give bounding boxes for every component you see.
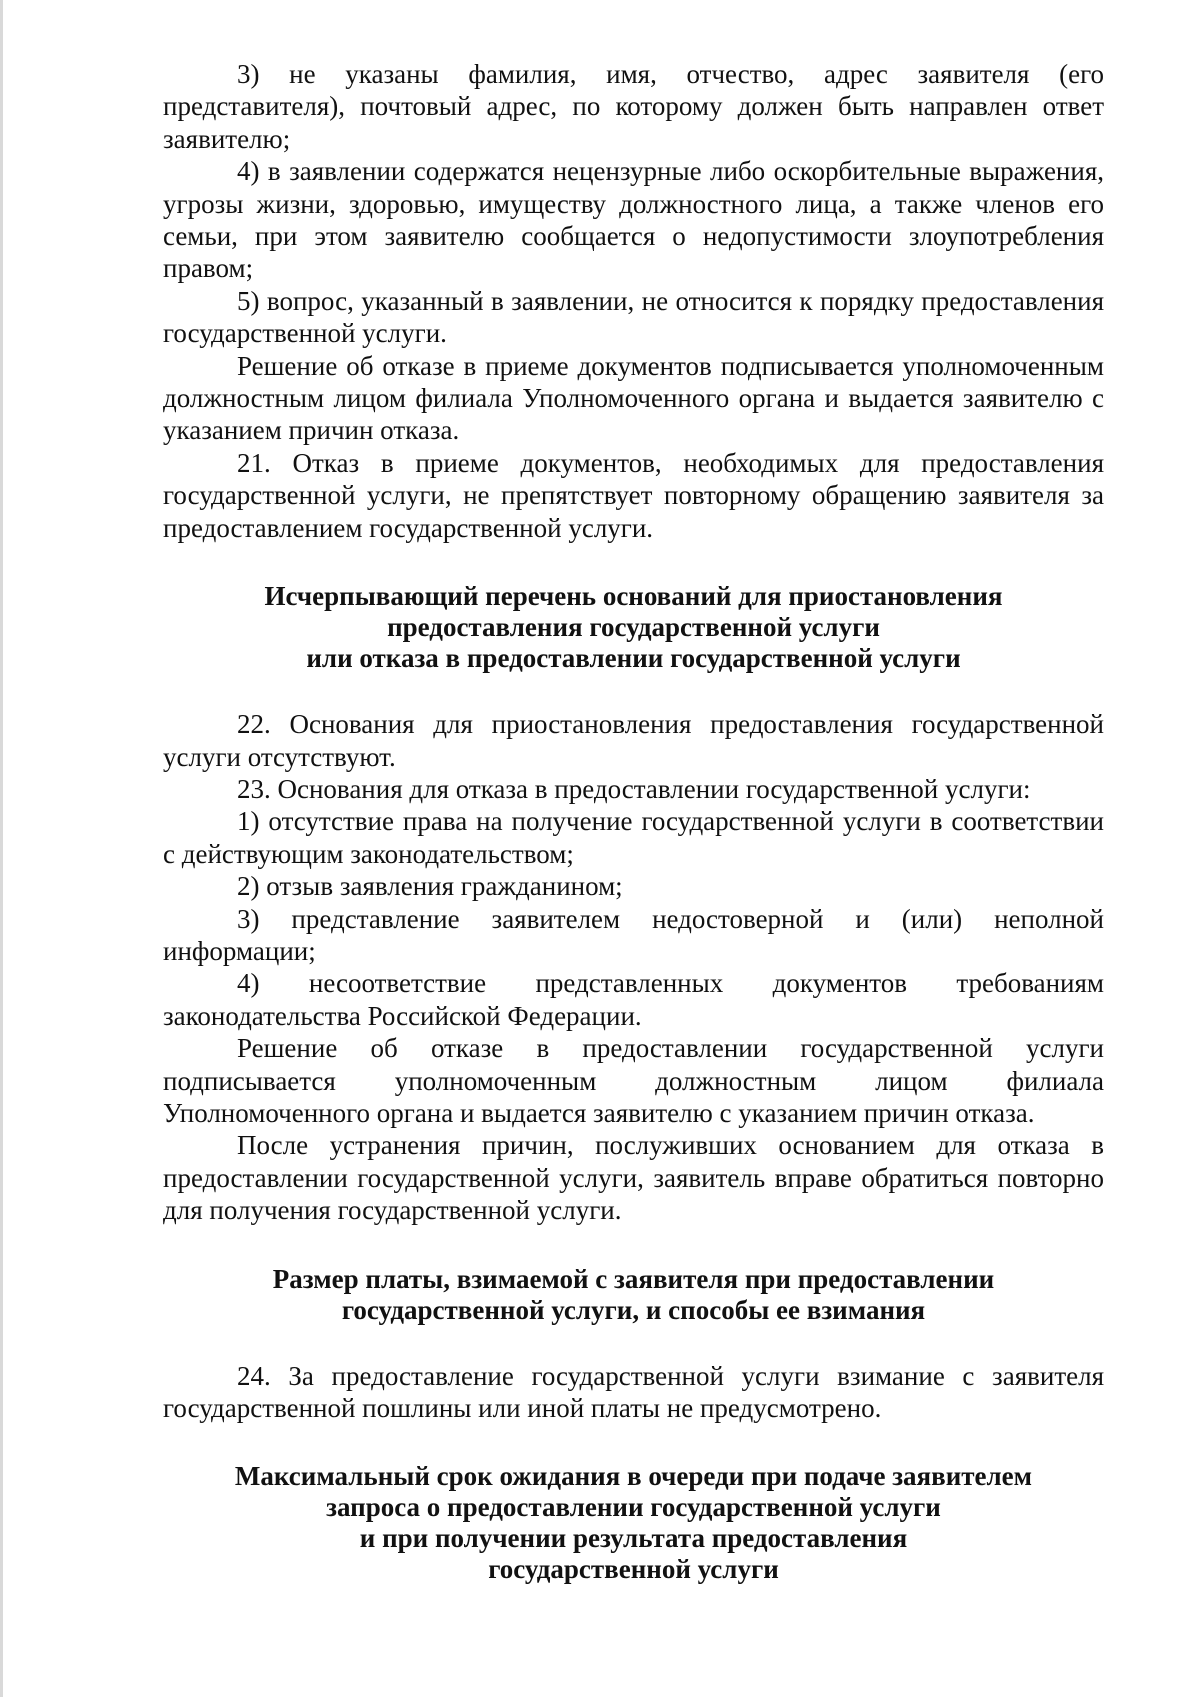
paragraph: 23. Основания для отказа в предоставлении государственной услуги: bbox=[237, 773, 1031, 804]
paragraph: Решение об отказе в предоставлении государственной услуги подписывается уполномоченным должностным лицом филиала Уполномоченного органа и выдается заявителю с указанием причин отказа. bbox=[163, 1033, 1104, 1128]
paragraph: 4) в заявлении содержатся нецензурные либо оскорбительные выражения, угрозы жизни, здоровью, имуществу должностного лица, а также членов его семьи, при этом заявителю сообщается о недопустимости злоупотребления правом; bbox=[163, 156, 1104, 284]
heading-line: государственной услуги bbox=[488, 1554, 779, 1585]
heading-line: или отказа в предоставлении государственной услуги bbox=[306, 643, 961, 674]
section-heading bbox=[163, 1264, 1104, 1326]
paragraph: 4) несоответствие представленных документов требованиям законодательства Российской Федерации. bbox=[163, 968, 1104, 1031]
paragraph: Решение об отказе в приеме документов подписывается уполномоченным должностным лицом филиала Уполномоченного органа и выдается заявителю с указанием причин отказа. bbox=[163, 350, 1104, 446]
scan-edge bbox=[0, 0, 3, 1697]
paragraph: 2) отзыв заявления гражданином; bbox=[237, 871, 623, 902]
paragraph: 3) представление заявителем недостоверной и (или) неполной информации; bbox=[163, 903, 1104, 966]
paragraph: 5) вопрос, указанный в заявлении, не относится к порядку предоставления государственной услуги. bbox=[163, 285, 1104, 349]
paragraph: 22. Основания для приостановления предоставления государственной услуги отсутствуют. bbox=[163, 709, 1104, 772]
heading-line: Размер платы, взимаемой с заявителя при предоставлении bbox=[272, 1263, 995, 1294]
heading-line: государственной услуги, и способы ее взимания bbox=[341, 1294, 926, 1325]
document-body bbox=[163, 58, 1104, 1585]
heading-line: предоставления государственной услуги bbox=[387, 612, 880, 643]
paragraph: 3) не указаны фамилия, имя, отчество, адрес заявителя (его представителя), почтовый адрес, по которому должен быть направлен ответ заявителю; bbox=[163, 59, 1104, 154]
heading-line: и при получении результата предоставления bbox=[359, 1523, 908, 1554]
section-heading bbox=[163, 581, 1104, 674]
heading-line: Исчерпывающий перечень оснований для приостановления bbox=[264, 581, 1003, 612]
heading-line: Максимальный срок ожидания в очереди при подаче заявителем bbox=[234, 1461, 1033, 1492]
paragraph: 24. За предоставление государственной услуги взимание с заявителя государственной пошлины или иной платы не предусмотрено. bbox=[163, 1360, 1104, 1423]
paragraph: После устранения причин, послуживших основанием для отказа в предоставлении государственной услуги, заявитель вправе обратиться повторно для получения государственной услуги. bbox=[163, 1130, 1104, 1226]
section-heading bbox=[163, 1461, 1104, 1585]
paragraph: 21. Отказ в приеме документов, необходимых для предоставления государственной услуги, не препятствует повторному обращению заявителя за предоставлением государственной услуги. bbox=[163, 447, 1104, 543]
heading-line: запроса о предоставлении государственной услуги bbox=[326, 1492, 941, 1523]
paragraph: 1) отсутствие права на получение государственной услуги в соответствии с действующим законодательством; bbox=[163, 806, 1104, 869]
